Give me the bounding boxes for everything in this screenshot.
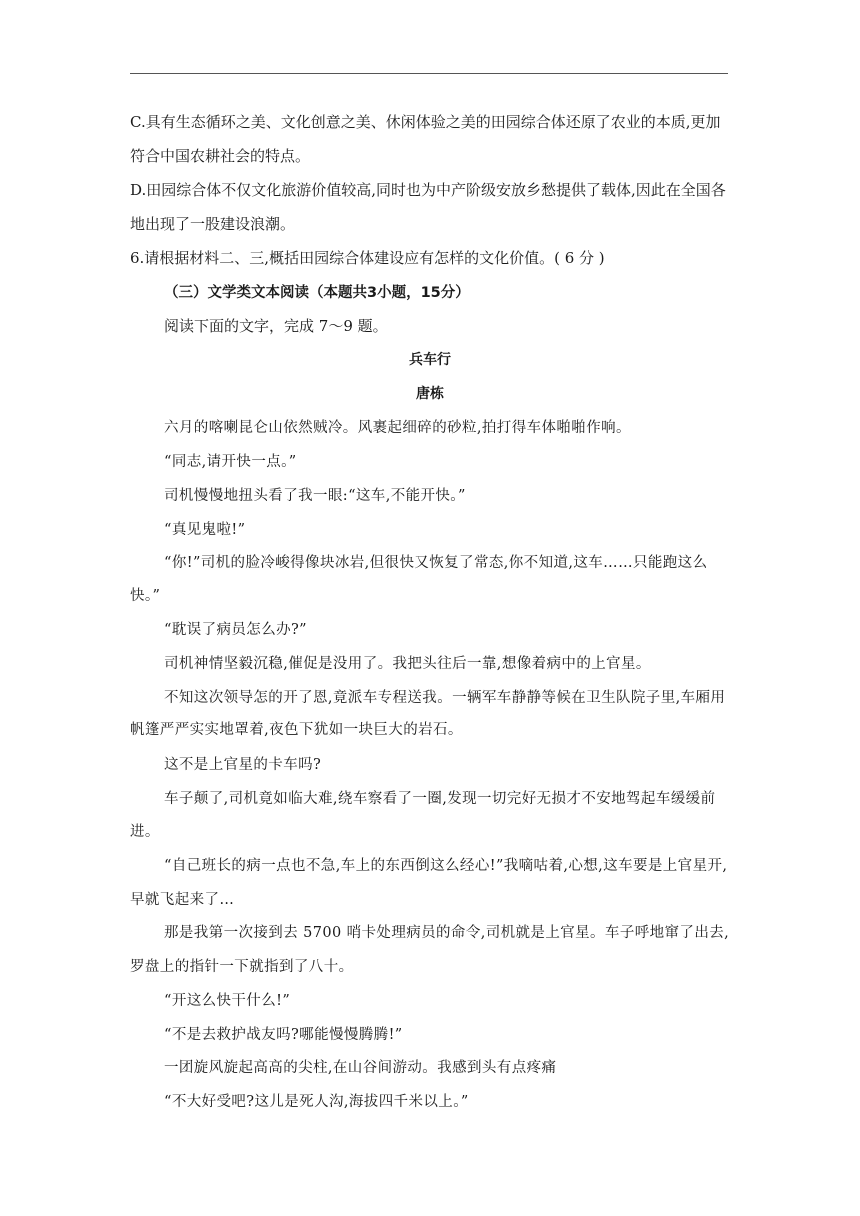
story-line: 那是我第一次接到去 5700 哨卡处理病员的命令,司机就是上官星。车子呼地窜了出去,	[164, 925, 730, 941]
story-line: “不是去救护战友吗?哪能慢慢腾腾!”	[164, 1027, 403, 1043]
story-line: “你!”司机的脸冷峻得像块冰岩,但很快又恢复了常态,你不知道,这车……只能跑这么	[164, 555, 708, 571]
story-line: “同志,请开快一点。”	[164, 454, 297, 470]
story-line: 这不是上官星的卡车吗?	[164, 757, 322, 773]
story-title: 兵车行	[409, 352, 451, 368]
story-line: 六月的喀喇昆仑山依然贼冷。风裹起细碎的砂粒,拍打得车体啪啪作响。	[164, 420, 631, 436]
option-c-line2: 符合中国农耕社会的特点。	[130, 147, 311, 165]
story-line: 一团旋风旋起高高的尖柱,在山谷间游动。我感到头有点疼痛	[164, 1060, 557, 1076]
section-instruction: 阅读下面的文字，完成 7～9 题。	[164, 317, 388, 335]
option-d-line2: 地出现了一股建设浪潮。	[130, 215, 296, 233]
story-line: 车子颠了,司机竟如临大难,绕车察看了一圈,发现一切完好无损才不安地驾起车缓缓前	[164, 791, 716, 807]
story-line: 罗盘上的指针一下就指到了八十。	[130, 959, 354, 975]
story-line: “耽误了病员怎么办?”	[164, 622, 307, 638]
option-c-line1: C.具有生态循环之美、文化创意之美、休闲体验之美的田园综合体还原了农业的本质,更加	[130, 113, 721, 131]
story-line: 快。”	[130, 588, 161, 604]
option-d-line1: D.田园综合体不仅文化旅游价值较高,同时也为中产阶级安放乡愁提供了载体,因此在全国各	[130, 181, 726, 199]
story-line: 早就飞起来了…	[130, 892, 235, 908]
section-heading: （三）文学类文本阅读（本题共3小题，15分）	[164, 285, 470, 301]
story-line: 帆篷严严实实地罩着,夜色下犹如一块巨大的岩石。	[130, 722, 463, 738]
story-line: 进。	[130, 824, 160, 840]
story-line: 司机神情坚毅沉稳,催促是没用了。我把头往后一靠,想像着病中的上官星。	[164, 656, 651, 672]
story-author: 唐栋	[416, 386, 444, 402]
story-line: “开这么快干什么!”	[164, 993, 291, 1009]
header-rule	[130, 73, 728, 74]
question-6: 6.请根据材料二、三,概括田园综合体建设应有怎样的文化价值。( 6 分 )	[130, 249, 605, 267]
story-line: “不大好受吧?这儿是死人沟,海拔四千米以上。”	[164, 1094, 469, 1110]
story-line: 不知这次领导怎的开了恩,竟派车专程送我。一辆军车静静等候在卫生队院子里,车厢用	[164, 690, 726, 706]
story-line: “自己班长的病一点也不急,车上的东西倒这么经心!”我嘀咕着,心想,这车要是上官星开,	[164, 858, 728, 874]
story-line: “真见鬼啦!”	[164, 522, 246, 538]
story-line: 司机慢慢地扭头看了我一眼:“这车,不能开快。”	[164, 488, 466, 504]
